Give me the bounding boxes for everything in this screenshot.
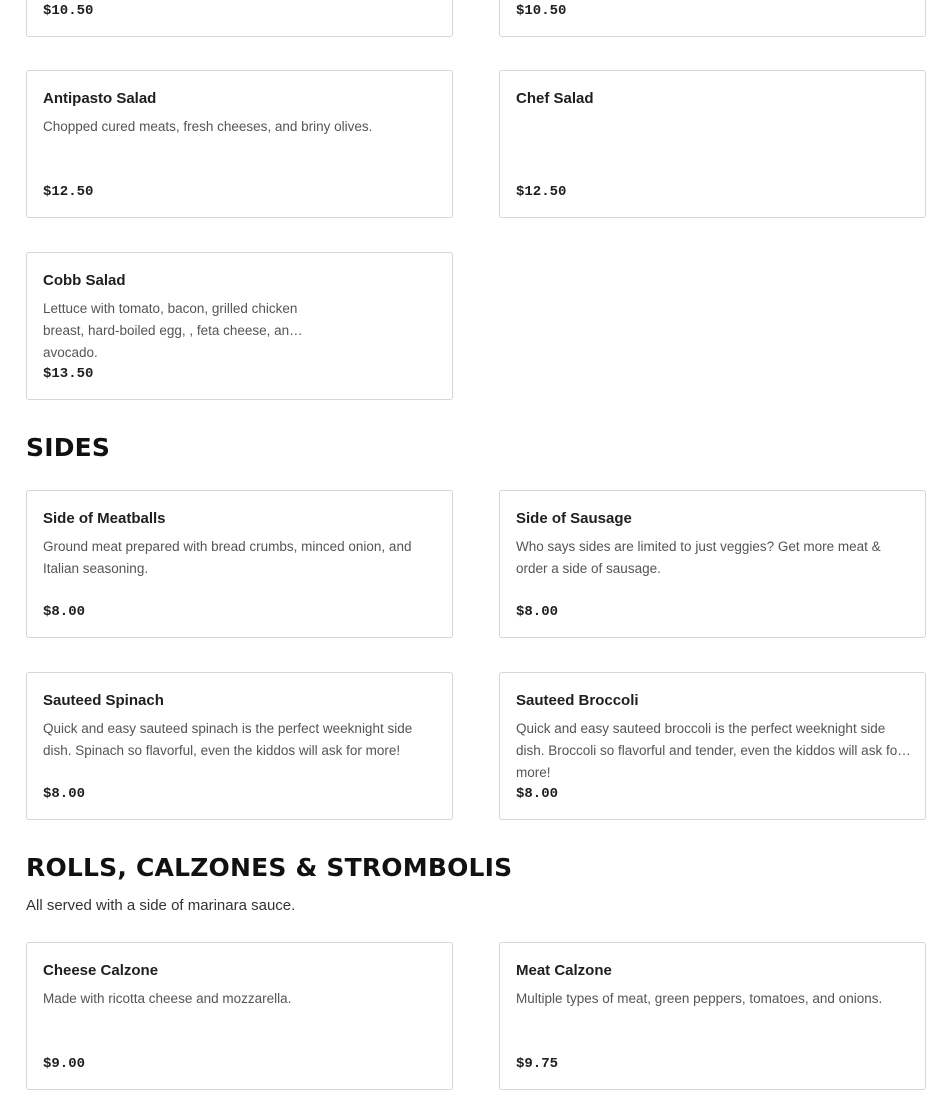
item-name: Antipasto Salad [43, 90, 157, 107]
item-price: $10.50 [43, 3, 94, 19]
menu-item-card[interactable] [26, 0, 453, 37]
item-price: $8.00 [43, 786, 86, 802]
item-price: $12.50 [516, 184, 567, 200]
menu-item-card-sauteed-spinach[interactable] [26, 672, 453, 820]
item-name: Chef Salad [516, 90, 594, 107]
item-price: $8.00 [516, 604, 559, 620]
menu-item-card[interactable] [499, 0, 926, 37]
item-price: $9.75 [516, 1056, 559, 1072]
item-name: Side of Meatballs [43, 510, 166, 527]
item-description: Quick and easy sauteed spinach is the perfect weeknight side dish. Spinach so flavorful, even the kiddos will ask for more! [43, 721, 413, 758]
item-description: Made with ricotta cheese and mozzarella. [43, 991, 292, 1006]
menu-item-card-antipasto-salad[interactable] [26, 70, 453, 218]
item-price: $8.00 [516, 786, 559, 802]
item-price: $13.50 [43, 366, 94, 382]
item-name: Sauteed Spinach [43, 692, 164, 709]
item-description: Quick and easy sauteed broccoli is the perfect weeknight side dish. Broccoli so flavorful and tender, even the kiddos will ask for more! [516, 721, 902, 780]
menu-item-card-meat-calzone[interactable] [499, 942, 926, 1090]
menu-item-card-side-of-meatballs[interactable] [26, 490, 453, 638]
section-subtitle: All served with a side of marinara sauce. [26, 897, 296, 914]
item-description: Ground meat prepared with bread crumbs, minced onion, and Italian seasoning. [43, 539, 412, 576]
section-title-rolls-calzones-strombolis: ROLLS, CALZONES & STROMBOLIS [26, 853, 513, 882]
item-name: Cheese Calzone [43, 962, 159, 979]
item-price: $10.50 [516, 3, 567, 19]
item-price: $12.50 [43, 184, 94, 200]
item-name: Sauteed Broccoli [516, 692, 639, 709]
item-name: Cobb Salad [43, 272, 126, 289]
item-description: Chopped cured meats, fresh cheeses, and briny olives. [43, 119, 373, 134]
menu-item-card-cheese-calzone[interactable] [26, 942, 453, 1090]
menu-item-card-cobb-salad[interactable] [26, 252, 453, 400]
item-name: Meat Calzone [516, 962, 612, 979]
item-description: Multiple types of meat, green peppers, tomatoes, and onions. [516, 991, 883, 1006]
menu-item-card-side-of-sausage[interactable] [499, 490, 926, 638]
item-description: Lettuce with tomato, bacon, grilled chicken breast, hard-boiled egg, , feta cheese, and avocado. [43, 301, 298, 360]
menu-item-card-chef-salad[interactable] [499, 70, 926, 218]
item-price: $8.00 [43, 604, 86, 620]
section-title-sides: SIDES [26, 433, 111, 462]
menu-item-card-sauteed-broccoli[interactable] [499, 672, 926, 820]
item-price: $9.00 [43, 1056, 86, 1072]
item-description: Who says sides are limited to just veggies? Get more meat & order a side of sausage. [516, 539, 881, 576]
item-name: Side of Sausage [516, 510, 632, 527]
